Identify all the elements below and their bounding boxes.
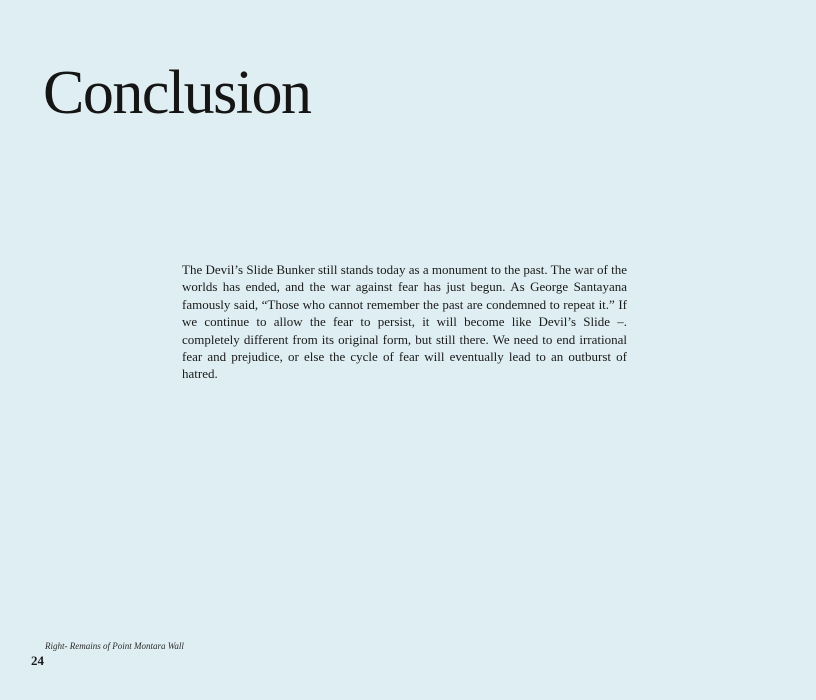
image-caption: Right- Remains of Point Montara Wall bbox=[45, 641, 184, 651]
page-number: 24 bbox=[31, 653, 44, 668]
page-title: Conclusion bbox=[43, 59, 311, 127]
body-paragraph: The Devil’s Slide Bunker still stands today as a monument to the past. The war of the worlds has ended, and the war against fear has just begun. As George Santayana famously said, “Those who cannot remember the past are condemned to repeat it.” If we continue to allow the fear to persist, it will become like Devil’s Slide –. completely different from its original form, but still there. We need to end irrational fear and prejudice, or else the cycle of fear will eventually lead to an outburst of hatred. bbox=[182, 262, 627, 382]
